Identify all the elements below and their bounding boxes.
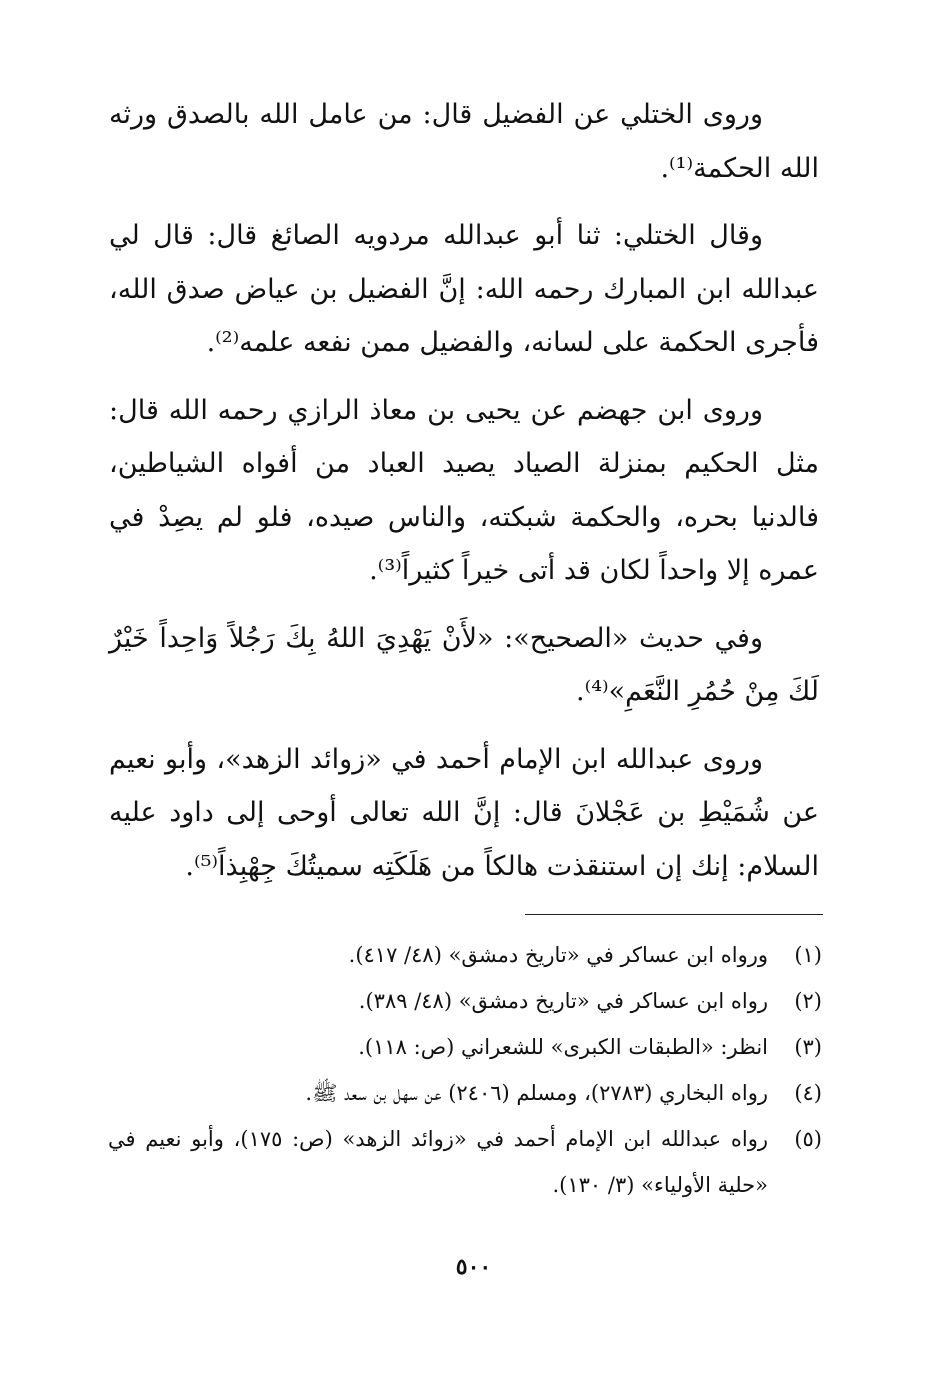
footnote-5 (108, 1116, 822, 1208)
footnote-text: ورواه ابن عساكر في «تاريخ دمشق» (٤٨/ ٤١٧). (348, 943, 768, 967)
paragraph-4: وفي حديث «الصحيح»: «لأَنْ يَهْدِيَ اللهُ بِكَ رَجُلاً وَاحِداً خَيْرٌ لَكَ مِنْ حُمُرِ النَّعَمِ»⁽⁴⁾. (109, 622, 819, 707)
footnote-text: انظر: «الطبقات الكبرى» للشعراني (ص: ١١٨). (358, 1035, 768, 1059)
footnote-number: (٥) (794, 1127, 822, 1151)
footnote-text: رواه عبدالله ابن الإمام أحمد في «زوائد الزهد» (ص: ١٧٥)، وأبو نعيم في «حلية الأولياء» (٣/ ١٣٠). (108, 1127, 769, 1197)
paragraph-2: وقال الختلي: ثنا أبو عبدالله مردويه الصائغ قال: قال لي عبدالله ابن المبارك رحمه الله: إنَّ الفضيل بن عياض صدق الله، فأجرى الحكمة على لسانه، والفضيل ممن نفعه علمه⁽²⁾. (109, 220, 819, 358)
footnote-3 (108, 1024, 822, 1070)
footnote-separator (525, 914, 823, 915)
paragraph-5: وروى عبدالله ابن الإمام أحمد في «زوائد الزهد»، وأبو نعيم عن شُمَيْطِ بن عَجْلانَ قال: إنَّ الله تعالى أوحى إلى داود عليه السلام: إنك إن استنقذت هالكاً من هَلَكَتِه سميتُكَ جِهْبِذاً⁽⁵⁾. (109, 743, 819, 882)
page-number: ٥٠٠ (455, 1254, 492, 1280)
footnote-4 (108, 1070, 822, 1116)
footnote-number: (٣) (794, 1035, 822, 1059)
footnotes (108, 932, 822, 1208)
footnote-1 (108, 932, 822, 978)
paragraph-3: وروى ابن جهضم عن يحيى بن معاذ الرازي رحمه الله قال: مثل الحكيم بمنزلة الصياد يصيد العباد من أفواه الشياطين، فالدنيا بحره، والحكمة شبكته، والناس صيده، فلو لم يصِدْ في عمره إلا واحداً لكان قد أتى خيراً كثيراً⁽³⁾. (109, 394, 819, 586)
footnote-text: رواه البخاري (٢٧٨٣)، ومسلم (٢٤٠٦) عن سهل بن سعد ﷺ. (305, 1081, 768, 1105)
footnote-number: (١) (794, 943, 822, 967)
footnote-text: رواه ابن عساكر في «تاريخ دمشق» (٤٨/ ٣٨٩). (358, 989, 768, 1013)
main-text (109, 88, 819, 893)
footnote-number: (٢) (794, 989, 822, 1013)
footnote-number: (٤) (794, 1081, 822, 1105)
footnote-2 (108, 978, 822, 1024)
paragraph-1: وروى الختلي عن الفضيل قال: من عامل الله بالصدق ورثه الله الحكمة⁽¹⁾. (109, 99, 819, 184)
